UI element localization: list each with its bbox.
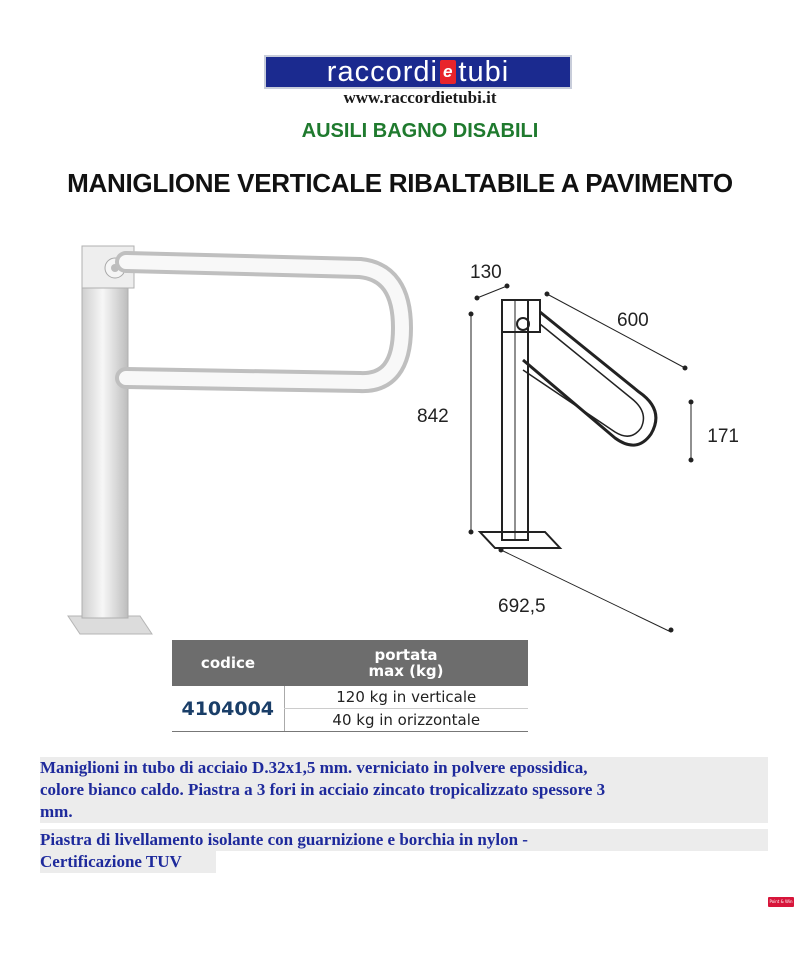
- dim-length: 600: [617, 310, 649, 331]
- logo-text-left: raccordi: [326, 55, 438, 88]
- dim-height: 842: [417, 406, 449, 427]
- product-code: 4104004: [172, 686, 284, 732]
- description-line: mm.: [40, 802, 73, 821]
- description-paragraph-2: [40, 829, 768, 873]
- logo-text-mid: e: [440, 60, 456, 84]
- description-paragraph-1: [40, 757, 768, 823]
- spec-table: [172, 640, 528, 732]
- technical-drawing: [405, 250, 739, 630]
- dim-gap: 171: [707, 426, 739, 447]
- category-heading: AUSILI BAGNO DISABILI: [301, 120, 539, 142]
- column-header-code: codice: [172, 640, 284, 686]
- description-line: Certificazione TUV: [40, 851, 216, 873]
- site-url[interactable]: www.raccordietubi.it: [343, 88, 497, 107]
- table-header-row: [172, 640, 528, 686]
- dim-top: 130: [470, 262, 502, 283]
- description-line: Piastra di livellamento isolante con guarnizione e borchia in nylon -: [40, 829, 768, 851]
- product-photo: [60, 238, 420, 638]
- column-header-load: [284, 640, 528, 686]
- page-title: MANIGLIONE VERTICALE RIBALTABILE A PAVIMENTO: [67, 168, 733, 198]
- logo-text-right: tubi: [458, 55, 510, 88]
- load-vertical: 120 kg in verticale: [284, 686, 528, 709]
- column-header-load-line2: max (kg): [368, 662, 444, 680]
- description-line: Maniglioni in tubo di acciaio D.32x1,5 mm. verniciato in polvere epossidica,: [40, 758, 588, 777]
- column-header-load-line1: portata: [374, 646, 438, 664]
- dim-base: 692,5: [498, 596, 546, 617]
- load-horizontal: 40 kg in orizzontale: [284, 709, 528, 732]
- promo-badge[interactable]: Point & Win: [768, 897, 794, 907]
- table-row: [172, 686, 528, 709]
- brand-logo: [264, 55, 572, 89]
- description-line: colore bianco caldo. Piastra a 3 fori in acciaio zincato tropicalizzato spessore 3: [40, 780, 606, 799]
